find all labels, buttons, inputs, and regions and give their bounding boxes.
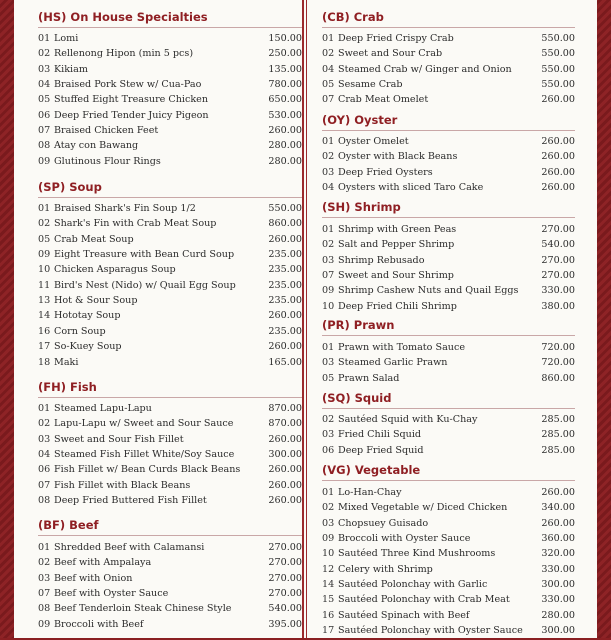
menu-item-price: 550.00 <box>541 48 575 60</box>
menu-item-price: 260.00 <box>541 166 575 178</box>
section-rule <box>38 535 302 536</box>
menu-item-name: Broccoli with Oyster Sauce <box>338 533 471 545</box>
menu-item-code: 17 <box>38 341 51 353</box>
menu-item-name: Mixed Vegetable w/ Diced Chicken <box>338 502 508 514</box>
menu-item <box>322 610 575 625</box>
menu-item <box>322 224 575 239</box>
menu-item <box>322 429 575 444</box>
menu-item <box>322 167 575 182</box>
menu-item-name: Oysters with sliced Taro Cake <box>338 182 484 194</box>
menu-item <box>38 341 302 356</box>
menu-item-name: Chicken Asparagus Soup <box>54 264 176 276</box>
menu-item-code: 09 <box>38 249 51 261</box>
menu-item-code: 02 <box>322 48 335 60</box>
menu-item <box>38 619 302 634</box>
menu-item-price: 270.00 <box>541 224 575 235</box>
menu-item <box>38 64 302 79</box>
menu-item <box>38 110 302 125</box>
menu-item-code: 13 <box>38 295 51 307</box>
menu-item <box>322 301 575 316</box>
menu-item-code: 05 <box>322 372 335 384</box>
menu-item-code: 08 <box>38 495 51 507</box>
menu-item-name: Sautéed Polonchay with Oyster Sauce <box>338 625 523 637</box>
menu-item-code: 09 <box>322 285 335 297</box>
menu-item-price: 650.00 <box>268 94 302 106</box>
menu-item-price: 235.00 <box>268 279 302 291</box>
menu-item-price: 270.00 <box>268 542 302 553</box>
menu-item <box>38 33 302 48</box>
menu-item-name: Crab Meat Soup <box>54 233 134 245</box>
menu-item <box>322 342 575 357</box>
menu-item <box>322 445 575 460</box>
menu-item-name: Sautéed Polonchay with Crab Meat <box>338 594 510 606</box>
menu-item-code: 10 <box>322 300 335 312</box>
section-rule <box>322 27 575 28</box>
menu-item-name: Lapu-Lapu w/ Sweet and Sour Sauce <box>54 418 234 430</box>
menu-item-name: Chopsuey Guisado <box>338 517 429 529</box>
menu-item-name: Fish Fillet with Black Beans <box>54 479 191 491</box>
menu-item-price: 300.00 <box>541 579 575 591</box>
menu-item-code: 02 <box>322 151 335 163</box>
menu-item-price: 270.00 <box>541 270 575 282</box>
menu-item <box>322 182 575 197</box>
menu-item <box>322 255 575 270</box>
menu-item-code: 16 <box>322 609 335 621</box>
menu-item <box>322 33 575 48</box>
menu-item-name: Bird's Nest (Nido) w/ Quail Egg Soup <box>54 279 236 291</box>
menu-item-price: 340.00 <box>541 502 575 514</box>
menu-item <box>38 310 302 325</box>
menu-item-code: 14 <box>38 310 51 322</box>
menu-item-code: 09 <box>38 618 51 630</box>
menu-item-name: Beef with Onion <box>54 572 133 584</box>
menu-item-code: 11 <box>38 279 51 291</box>
menu-item-price: 260.00 <box>541 94 575 106</box>
menu-item-code: 12 <box>322 563 335 575</box>
menu-item-name: Braised Chicken Feet <box>54 125 159 137</box>
menu-item <box>322 270 575 285</box>
menu-item <box>38 280 302 295</box>
menu-item-name: Lo-Han-Chay <box>338 487 402 498</box>
menu-item-price: 270.00 <box>268 557 302 569</box>
menu-item-name: Glutinous Flour Rings <box>54 155 161 167</box>
menu-page <box>14 0 597 638</box>
menu-item-name: Steamed Lapu-Lapu <box>54 403 152 414</box>
menu-item-name: Maki <box>54 356 79 368</box>
menu-item-name: Steamed Garlic Prawn <box>338 357 448 369</box>
menu-item-name: Salt and Pepper Shrimp <box>338 239 455 251</box>
menu-item-code: 06 <box>322 444 335 456</box>
section-title: (SH) Shrimp <box>322 200 401 214</box>
menu-item <box>322 285 575 300</box>
menu-item-price: 330.00 <box>541 285 575 297</box>
menu-item <box>322 487 575 502</box>
menu-item-price: 300.00 <box>268 449 302 461</box>
menu-item-name: Deep Fried Oysters <box>338 166 433 178</box>
menu-item <box>322 414 575 429</box>
menu-item <box>322 579 575 594</box>
menu-item-code: 04 <box>322 63 335 75</box>
menu-item-price: 260.00 <box>541 182 575 194</box>
menu-item-price: 135.00 <box>268 63 302 75</box>
menu-item <box>322 518 575 533</box>
menu-item-price: 330.00 <box>541 594 575 606</box>
menu-item-code: 16 <box>38 325 51 337</box>
menu-item-name: Shrimp Cashew Nuts and Quail Eggs <box>338 285 519 297</box>
menu-item <box>38 357 302 372</box>
menu-item-code: 01 <box>322 487 335 498</box>
menu-item-price: 235.00 <box>268 264 302 276</box>
menu-item-name: Sweet and Sour Shrimp <box>338 270 454 282</box>
menu-item-name: Broccoli with Beef <box>54 618 144 630</box>
menu-item-price: 720.00 <box>541 357 575 369</box>
menu-item-price: 360.00 <box>541 533 575 545</box>
menu-item-code: 14 <box>322 579 335 591</box>
menu-item-price: 260.00 <box>268 310 302 322</box>
menu-item <box>322 594 575 609</box>
menu-item <box>38 125 302 140</box>
menu-item-code: 03 <box>322 357 335 369</box>
menu-item-code: 07 <box>38 479 51 491</box>
menu-item <box>322 94 575 109</box>
menu-item <box>38 234 302 249</box>
menu-item-name: Steamed Fish Fillet White/Soy Sauce <box>54 449 235 461</box>
menu-item-price: 285.00 <box>541 414 575 425</box>
menu-item <box>38 542 302 557</box>
menu-item <box>322 564 575 579</box>
menu-item-code: 18 <box>38 356 51 368</box>
menu-item-code: 05 <box>38 94 51 106</box>
menu-item <box>38 557 302 572</box>
menu-item-price: 270.00 <box>541 254 575 266</box>
menu-item-code: 17 <box>322 625 335 637</box>
menu-item-code: 09 <box>38 155 51 167</box>
menu-item <box>38 48 302 63</box>
menu-item-price: 260.00 <box>541 136 575 147</box>
menu-item-code: 01 <box>38 542 51 553</box>
menu-item-price: 550.00 <box>541 79 575 91</box>
menu-item-price: 235.00 <box>268 295 302 307</box>
menu-item <box>38 264 302 279</box>
menu-item <box>38 218 302 233</box>
menu-item-price: 260.00 <box>268 341 302 353</box>
menu-item <box>322 79 575 94</box>
menu-item-name: Braised Pork Stew w/ Cua-Pao <box>54 79 202 91</box>
menu-item <box>322 48 575 63</box>
menu-item-price: 260.00 <box>541 487 575 498</box>
menu-item-price: 150.00 <box>268 33 302 44</box>
menu-item-code: 03 <box>38 433 51 445</box>
menu-item-name: Sweet and Sour Crab <box>338 48 443 60</box>
menu-item-code: 04 <box>38 79 51 91</box>
menu-item-price: 550.00 <box>541 33 575 44</box>
menu-item-price: 860.00 <box>541 372 575 384</box>
menu-item-price: 330.00 <box>541 563 575 575</box>
menu-item-name: Sautéed Squid with Ku-Chay <box>338 414 478 425</box>
menu-item <box>322 502 575 517</box>
menu-item-price: 270.00 <box>268 588 302 600</box>
menu-item-price: 165.00 <box>268 356 302 368</box>
menu-item-code: 02 <box>38 557 51 569</box>
menu-item <box>38 403 302 418</box>
menu-item-code: 15 <box>322 594 335 606</box>
menu-item-code: 02 <box>322 502 335 514</box>
menu-item-code: 02 <box>322 414 335 425</box>
menu-item-name: Deep Fried Crispy Crab <box>338 33 454 44</box>
section-title: (CB) Crab <box>322 10 384 24</box>
menu-item-name: Fish Fillet w/ Bean Curds Black Beans <box>54 464 241 476</box>
menu-item <box>38 418 302 433</box>
menu-item-code: 07 <box>322 270 335 282</box>
menu-item-name: Shredded Beef with Calamansi <box>54 542 205 553</box>
menu-item-price: 260.00 <box>268 495 302 507</box>
menu-item <box>38 295 302 310</box>
menu-item <box>38 573 302 588</box>
menu-item-name: Deep Fried Chili Shrimp <box>338 300 457 312</box>
menu-item-code: 09 <box>322 533 335 545</box>
menu-item-code: 10 <box>322 548 335 560</box>
section-rule <box>38 197 302 198</box>
menu-item-price: 270.00 <box>268 572 302 584</box>
menu-item-name: Braised Shark's Fin Soup 1/2 <box>54 203 196 214</box>
menu-item <box>322 64 575 79</box>
menu-item <box>38 140 302 155</box>
menu-item <box>322 548 575 563</box>
menu-item-price: 320.00 <box>541 548 575 560</box>
menu-item <box>38 79 302 94</box>
menu-item-name: Prawn with Tomato Sauce <box>338 342 466 353</box>
menu-item-name: Shark's Fin with Crab Meat Soup <box>54 218 217 230</box>
menu-item <box>38 156 302 171</box>
menu-item-name: Hototay Soup <box>54 310 121 322</box>
menu-item-name: Kikiam <box>54 63 88 75</box>
menu-item-code: 05 <box>322 79 335 91</box>
menu-item-code: 10 <box>38 264 51 276</box>
menu-item <box>38 326 302 341</box>
menu-item-name: Sweet and Sour Fish Fillet <box>54 433 184 445</box>
menu-item-name: Oyster Omelet <box>338 136 409 147</box>
section-title: (PR) Prawn <box>322 318 395 332</box>
menu-item-price: 280.00 <box>268 140 302 152</box>
menu-item-code: 01 <box>322 224 335 235</box>
menu-item-code: 06 <box>38 464 51 476</box>
section-title: (OY) Oyster <box>322 113 398 127</box>
menu-item-price: 260.00 <box>268 479 302 491</box>
menu-item <box>322 136 575 151</box>
menu-item-name: Sesame Crab <box>338 79 403 91</box>
menu-item-code: 03 <box>322 254 335 266</box>
menu-item-code: 08 <box>38 603 51 615</box>
menu-item-price: 550.00 <box>268 203 302 214</box>
section-title: (SQ) Squid <box>322 391 392 405</box>
menu-item-price: 720.00 <box>541 342 575 353</box>
menu-item-name: Lomi <box>54 33 79 44</box>
menu-item-name: Hot & Sour Soup <box>54 295 138 307</box>
menu-item-code: 07 <box>322 94 335 106</box>
menu-item-price: 250.00 <box>268 48 302 60</box>
menu-item-code: 04 <box>322 182 335 194</box>
menu-item-name: Deep Fried Tender Juicy Pigeon <box>54 109 209 121</box>
menu-item-name: Rellenong Hipon (min 5 pcs) <box>54 48 194 60</box>
menu-item-code: 08 <box>38 140 51 152</box>
menu-item-code: 01 <box>38 403 51 414</box>
menu-item-price: 870.00 <box>268 418 302 430</box>
section-rule <box>322 408 575 409</box>
menu-item-price: 395.00 <box>268 618 302 630</box>
menu-item-price: 280.00 <box>268 155 302 167</box>
menu-item-code: 02 <box>38 418 51 430</box>
menu-item-code: 07 <box>38 125 51 137</box>
section-title: (FH) Fish <box>38 380 97 394</box>
menu-item-price: 550.00 <box>541 63 575 75</box>
menu-item-price: 260.00 <box>541 151 575 163</box>
menu-item-price: 780.00 <box>268 79 302 91</box>
menu-item-code: 05 <box>38 233 51 245</box>
menu-item <box>38 495 302 510</box>
menu-item-name: Sautéed Polonchay with Garlic <box>338 579 488 591</box>
menu-item-price: 260.00 <box>268 464 302 476</box>
menu-item-price: 530.00 <box>268 109 302 121</box>
menu-item <box>38 588 302 603</box>
menu-item-name: Sautéed Spinach with Beef <box>338 609 470 621</box>
menu-item-code: 02 <box>322 239 335 251</box>
menu-item <box>38 449 302 464</box>
menu-item <box>322 357 575 372</box>
menu-item-name: Steamed Crab w/ Ginger and Onion <box>338 63 512 75</box>
menu-item-name: Deep Fried Buttered Fish Fillet <box>54 495 207 507</box>
menu-item-name: Beef with Oyster Sauce <box>54 588 169 600</box>
menu-item <box>322 239 575 254</box>
menu-item-price: 235.00 <box>268 325 302 337</box>
menu-item-name: Shrimp with Green Peas <box>338 224 457 235</box>
menu-item <box>38 464 302 479</box>
menu-item-code: 04 <box>38 449 51 461</box>
section-title: (VG) Vegetable <box>322 463 421 477</box>
menu-item-code: 03 <box>322 517 335 529</box>
menu-item-price: 540.00 <box>268 603 302 615</box>
menu-item-code: 03 <box>322 429 335 441</box>
section-rule <box>322 480 575 481</box>
menu-item-name: Oyster with Black Beans <box>338 151 458 163</box>
menu-item <box>322 533 575 548</box>
menu-item-code: 02 <box>38 48 51 60</box>
menu-item-name: Corn Soup <box>54 325 106 337</box>
menu-item-name: Atay con Bawang <box>54 140 139 152</box>
menu-item <box>38 603 302 618</box>
menu-item-name: Crab Meat Omelet <box>338 94 429 106</box>
section-title: (SP) Soup <box>38 180 102 194</box>
section-title: (HS) On House Specialties <box>38 10 208 24</box>
menu-item-price: 260.00 <box>541 517 575 529</box>
menu-item-price: 260.00 <box>268 233 302 245</box>
menu-item-name: Celery with Shrimp <box>338 563 433 575</box>
menu-item-price: 285.00 <box>541 444 575 456</box>
menu-item <box>38 203 302 218</box>
menu-item-name: Beef with Ampalaya <box>54 557 152 569</box>
menu-item-price: 280.00 <box>541 609 575 621</box>
section-rule <box>322 335 575 336</box>
menu-item-name: Stuffed Eight Treasure Chicken <box>54 94 209 106</box>
menu-item <box>38 94 302 109</box>
menu-item-name: Shrimp Rebusado <box>338 254 425 266</box>
menu-item-price: 870.00 <box>268 403 302 414</box>
menu-item-code: 07 <box>38 588 51 600</box>
menu-item-code: 03 <box>38 572 51 584</box>
menu-item-code: 01 <box>38 33 51 44</box>
menu-item-name: So-Kuey Soup <box>54 341 122 353</box>
menu-item-code: 01 <box>322 342 335 353</box>
menu-item-code: 01 <box>322 33 335 44</box>
menu-item-name: Deep Fried Squid <box>338 444 424 456</box>
section-rule <box>38 397 302 398</box>
menu-item-name: Eight Treasure with Bean Curd Soup <box>54 249 235 261</box>
menu-item-price: 860.00 <box>268 218 302 230</box>
menu-item-name: Fried Chili Squid <box>338 429 422 441</box>
section-rule <box>38 27 302 28</box>
menu-item-code: 03 <box>38 63 51 75</box>
menu-item <box>38 480 302 495</box>
menu-item-code: 03 <box>322 166 335 178</box>
column-divider <box>302 0 304 638</box>
menu-item-price: 380.00 <box>541 300 575 312</box>
menu-item-code: 01 <box>38 203 51 214</box>
section-rule <box>322 130 575 131</box>
menu-item-code: 02 <box>38 218 51 230</box>
menu-item-code: 06 <box>38 109 51 121</box>
menu-item-name: Beef Tenderloin Steak Chinese Style <box>54 603 232 615</box>
menu-item-name: Sautéed Three Kind Mushrooms <box>338 548 496 560</box>
section-rule <box>322 217 575 218</box>
menu-item <box>38 434 302 449</box>
menu-item-code: 01 <box>322 136 335 147</box>
section-title: (BF) Beef <box>38 518 99 532</box>
menu-item <box>322 373 575 388</box>
menu-item-price: 540.00 <box>541 239 575 251</box>
menu-item-name: Prawn Salad <box>338 372 400 384</box>
menu-item <box>322 151 575 166</box>
menu-item-price: 300.00 <box>541 625 575 637</box>
menu-item-price: 285.00 <box>541 429 575 441</box>
column-divider-thin <box>306 0 307 638</box>
menu-item <box>38 249 302 264</box>
menu-item-price: 235.00 <box>268 249 302 261</box>
menu-item-price: 260.00 <box>268 433 302 445</box>
menu-item-price: 260.00 <box>268 125 302 137</box>
